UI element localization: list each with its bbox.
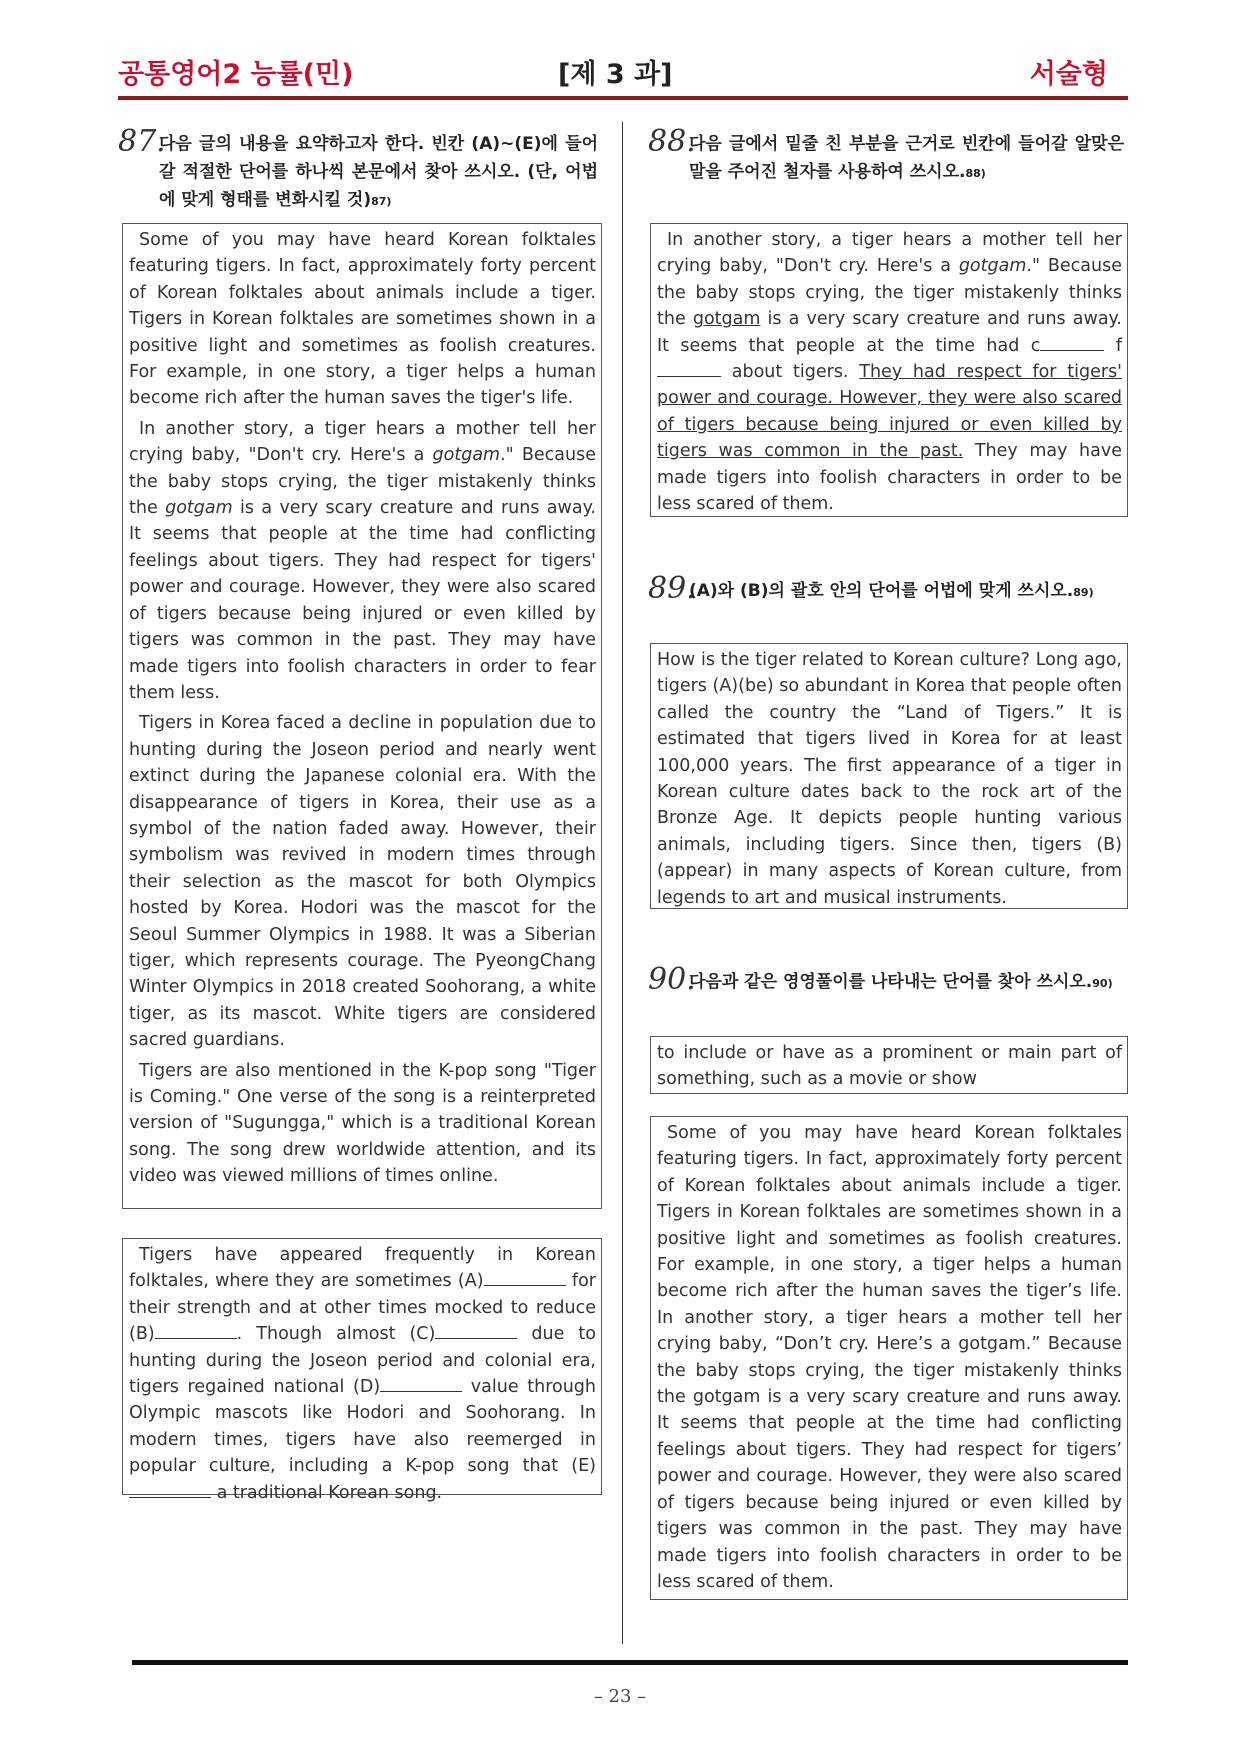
- q90-passage-box: [650, 1116, 1128, 1600]
- header-rule: [118, 96, 1128, 100]
- blank-f[interactable]: [657, 360, 721, 377]
- question-number: 90.: [648, 962, 696, 997]
- passage-paragraph: In another story, a tiger hears a mother tell her crying baby, "Don't cry. Here's a gotgam." Because the baby stops crying, the tiger mistakenly thinks the gotgam is a very scary creature and runs away. It seems that people at the time had c f about tigers. They had respect for tigers' power and courage. However, they were also scared of tigers because being injured or even killed by tigers was common in the past. They may have made tigers into foolish characters in order to be less scared of them.: [657, 230, 1122, 515]
- q88-passage-box: [650, 223, 1128, 517]
- passage-paragraph: In another story, a tiger hears a mother tell her crying baby, "Don't cry. Here's a gotgam." Because the baby stops crying, the tiger mistakenly thinks the gotgam is a very scary creature and runs away. It seems that people at the time had conflicting feelings about tigers. They had respect for tigers' power and courage. However, they were also scared of tigers because being injured or even killed by tigers was common in the past. They may have made tigers into foolish characters in order to fear them less.: [129, 418, 596, 703]
- question-instruction: 다음 글의 내용을 요약하고자 한다. 빈칸 (A)~(E)에 들어갈 적절한 단어를 하나씩 본문에서 찾아 쓰시오. (단, 어법에 맞게 형태를 변화시킬 것)87): [159, 134, 598, 210]
- passage-paragraph: Some of you may have heard Korean folktales featuring tigers. In fact, approximately forty percent of Korean folktales about animals include a tiger. Tigers in Korean folktales are sometimes shown in a positive light and sometimes as foolish creatures. For example, in one story, a tiger helps a human become rich after the human saves the tiger’s life. In another story, a tiger hears a mother tell her crying baby, “Don’t cry. Here’s a gotgam.” Because the baby stops crying, the tiger mistakenly thinks the gotgam is a very scary creature and runs away. It seems that people at the time had conflicting feelings about tigers. They had respect for tigers’ power and courage. However, they were also scared of tigers because being injured or even killed by tigers was common in the past. They may have made tigers into foolish characters in order to be less scared of them.: [657, 1123, 1122, 1592]
- blank-d[interactable]: [380, 1375, 462, 1392]
- q87-passage-box: [122, 223, 602, 1209]
- passage-paragraph: How is the tiger related to Korean culture? Long ago, tigers (A)(be) so abundant in Korea that people often called the country the “Land of Tigers.” It is estimated that tigers lived in Korea for at least 100,000 years. The first appearance of a tiger in Korean culture dates back to the rock art of the Bronze Age. It depicts people hunting various animals, including tigers. Since then, tigers (B)(appear) in many aspects of Korean culture, from legends to art and musical instruments.: [657, 650, 1122, 908]
- question-89-header: [648, 571, 1124, 637]
- column-divider: [622, 122, 623, 1644]
- passage-paragraph: Some of you may have heard Korean folktales featuring tigers. In fact, approximately forty percent of Korean folktales about animals include a tiger. Tigers in Korean folktales are sometimes shown in a positive light and sometimes as foolish creatures. For example, in one story, a tiger helps a human become rich after the human saves the tiger's life.: [129, 230, 596, 409]
- summary-paragraph: Tigers have appeared frequently in Korean folktales, where they are sometimes (A) for their strength and at other times mocked to reduce (B) . Though almost (C) due to hunting during the Joseon period and colonial era, tigers regained national (D) value through Olympic mascots like Hodori and Soohorang. In modern times, tigers have also reemerged in popular culture, including a K-pop song that (E) a traditional Korean song.: [129, 1245, 597, 1503]
- question-instruction: (A)와 (B)의 괄호 안의 단어를 어법에 맞게 쓰시오.89): [689, 581, 1094, 601]
- passage-paragraph: Tigers are also mentioned in the K-pop song "Tiger is Coming." One verse of the song is a reinterpreted version of "Sugungga," which is a traditional Korean song. The song drew worldwide attention, and its video was viewed millions of times online.: [129, 1060, 596, 1187]
- question-88-header: [648, 124, 1124, 210]
- blank-c[interactable]: [435, 1322, 517, 1339]
- q90-definition-box: [650, 1036, 1128, 1094]
- blank-b[interactable]: [155, 1322, 237, 1339]
- page-number: – 23 –: [593, 1686, 647, 1707]
- blank-a[interactable]: [484, 1269, 566, 1286]
- q89-passage-box: [650, 643, 1128, 909]
- blank-e[interactable]: [129, 1481, 211, 1498]
- question-instruction: 다음 글에서 밑줄 친 부분을 근거로 빈칸에 들어갈 알맞은 말을 주어진 철자를 사용하여 쓰시오.88): [689, 134, 1124, 182]
- textbook-title: 공통영어2 능률(민): [118, 59, 354, 90]
- underlined-evidence: They had respect for tigers' power and courage. However, they were also scared of tigers because being injured or even killed by tigers was common in the past.: [657, 362, 1122, 462]
- question-number: 88.: [648, 124, 696, 159]
- question-87-header: [118, 124, 598, 210]
- section-type: 서술형: [1029, 59, 1108, 90]
- question-number: 89.: [648, 571, 696, 606]
- definition-text: to include or have as a prominent or main part of something, such as a movie or show: [657, 1043, 1122, 1090]
- q87-summary-box: [122, 1238, 602, 1503]
- footer-rule: [132, 1660, 1128, 1665]
- question-90-header: [648, 962, 1124, 1028]
- question-number: 87.: [118, 124, 166, 159]
- question-instruction: 다음과 같은 영영풀이를 나타내는 단어를 찾아 쓰시오.90): [689, 972, 1113, 992]
- page-header: [118, 50, 1128, 96]
- lesson-title: [제 3 과]: [558, 59, 673, 90]
- passage-paragraph: Tigers in Korea faced a decline in population due to hunting during the Joseon period and nearly went extinct during the Japanese colonial era. With the disappearance of tigers in Korea, their use as a symbol of the nation faded away. However, their symbolism was revived in modern times through their selection as the mascot for both Olympics hosted by Korea. Hodori was the mascot for the Seoul Summer Olympics in 1988. It was a Siberian tiger, which represents courage. The PyeongChang Winter Olympics in 2018 created Soohorang, a white tiger, as its mascot. White tigers are considered sacred guardians.: [129, 713, 596, 1051]
- blank-c[interactable]: [1040, 334, 1104, 351]
